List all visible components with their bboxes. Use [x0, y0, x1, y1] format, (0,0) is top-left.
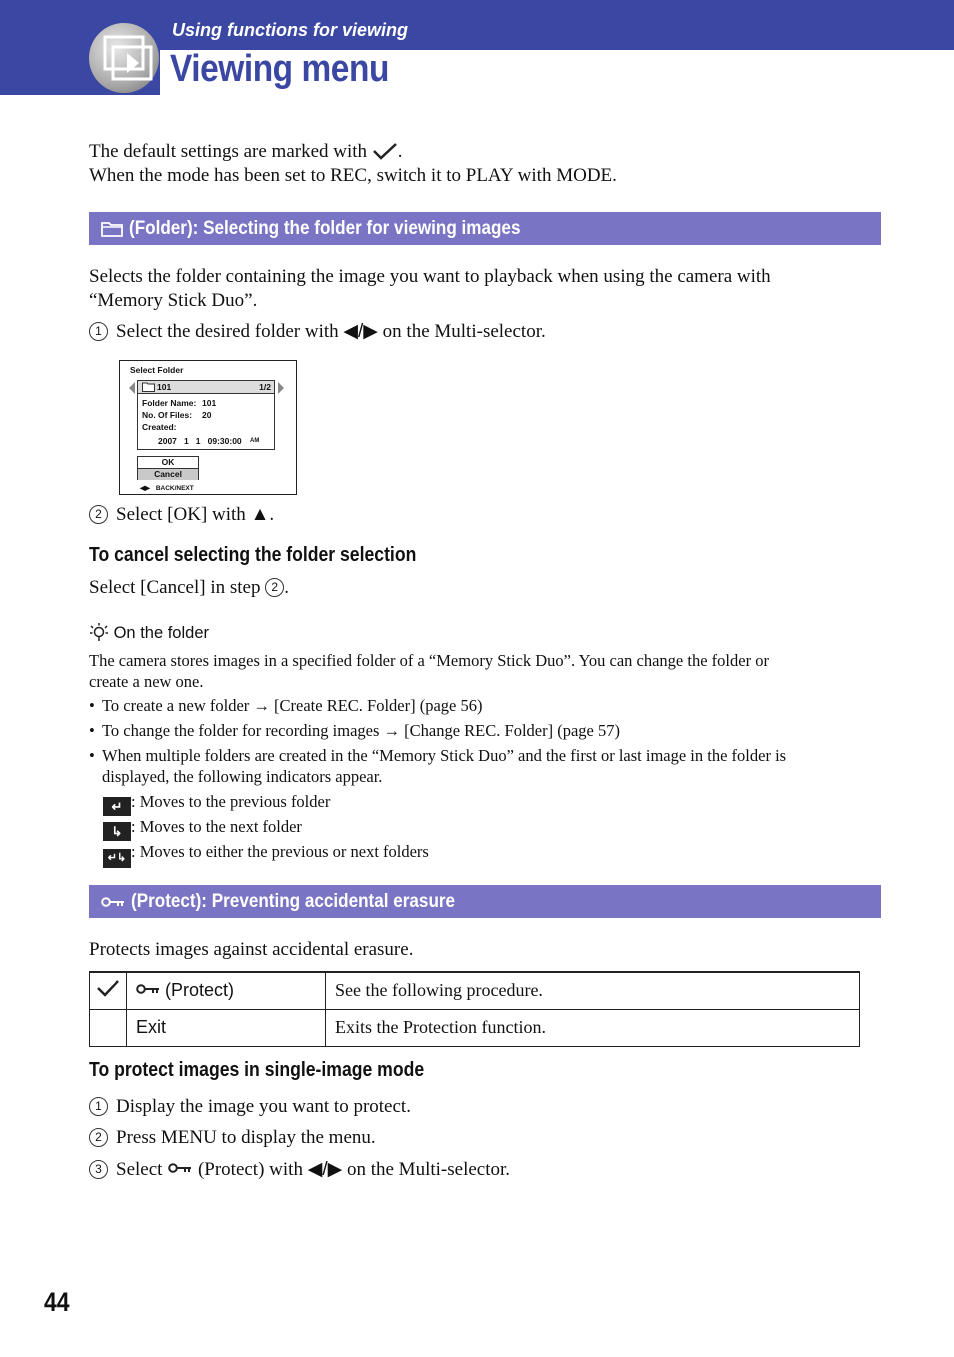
- protect-options-table: [89, 971, 860, 1047]
- screen-buttons: [137, 456, 199, 480]
- hint-bullet-1: • To create a new folder → [Create REC. Folder] (page 56): [89, 696, 483, 715]
- cancel-subheading: To cancel selecting the folder selection: [89, 544, 417, 566]
- next-folder-icon: ↳: [103, 822, 131, 841]
- option-cell: (Protect): [127, 972, 326, 1009]
- table-row: [90, 972, 860, 1009]
- step-number: 1: [89, 322, 108, 341]
- hint-bullet-2: • To change the folder for recording images → [Change REC. Folder] (page 57): [89, 721, 620, 740]
- indicator-next: ↳ : Moves to the next folder: [103, 816, 302, 841]
- protect-desc: Protects images against accidental erasure.: [89, 939, 414, 960]
- intro-line-1: The default settings are marked with .: [89, 141, 403, 162]
- indicator-previous: ↵ : Moves to the previous folder: [103, 791, 330, 816]
- table-row: [90, 1009, 860, 1046]
- checkmark-icon: [96, 979, 120, 997]
- hint-title: On the folder: [89, 622, 209, 643]
- up-arrow-icon: ▲: [250, 504, 270, 525]
- indicator-previous-next: ↵↳ : Moves to either the previous or next folders: [103, 841, 429, 868]
- folder-step-1: 1 Select the desired folder with ◀/▶ on the Multi-selector.: [89, 320, 546, 344]
- screen-right-arrow-icon: [278, 382, 284, 394]
- key-icon: [101, 896, 125, 908]
- folder-section-heading: (Folder): Selecting the folder for viewing images: [89, 212, 881, 245]
- step-number: 2: [89, 1128, 108, 1147]
- step-number: 1: [89, 1097, 108, 1116]
- default-mark-cell: [90, 1009, 127, 1046]
- screen-nav-hint: ◀▶ BACK/NEXT: [140, 485, 194, 492]
- description-cell: Exits the Protection function.: [326, 1009, 860, 1046]
- checkmark-icon: [372, 142, 398, 160]
- screen-ok-option: OK: [138, 457, 198, 469]
- section-subtitle: Using functions for viewing: [172, 20, 409, 40]
- camera-screen-select-folder: [119, 360, 297, 495]
- hint-bullet-3-cont: displayed, the following indicators appear.: [102, 767, 383, 786]
- folder-desc-2: “Memory Stick Duo”.: [89, 290, 258, 311]
- screen-left-arrow-icon: [129, 382, 135, 394]
- protect-step-3: 3 Select (Protect) with ◀/▶ on the Multi-selector.: [89, 1158, 510, 1182]
- protect-section-heading: (Protect): Preventing accidental erasure: [89, 885, 881, 918]
- arrow-right-icon: →: [253, 697, 270, 715]
- protect-step-2: 2 Press MENU to display the menu.: [89, 1126, 376, 1150]
- cancel-text: Select [Cancel] in step 2 .: [89, 577, 289, 598]
- folder-step-2: 2 Select [OK] with ▲.: [89, 503, 274, 527]
- previous-next-folder-icon: ↵↳: [103, 849, 131, 868]
- step-ref-number: 2: [265, 578, 284, 597]
- hint-bullet-3: • When multiple folders are created in the “Memory Stick Duo” and the first or last image in the folder is: [89, 746, 787, 765]
- previous-folder-icon: ↵: [103, 797, 131, 816]
- screen-folder-icon: [142, 382, 155, 392]
- page-number: 44: [44, 1287, 70, 1317]
- arrow-right-icon: →: [383, 722, 401, 740]
- key-icon: [167, 1162, 193, 1174]
- left-right-arrow-icon: ◀/▶: [307, 1159, 343, 1180]
- screen-title: Select Folder: [130, 365, 184, 375]
- hint-para-1: The camera stores images in a specified folder of a “Memory Stick Duo”. You can change the folder or: [89, 651, 769, 670]
- option-cell: Exit: [127, 1009, 326, 1046]
- folder-icon: [101, 220, 123, 237]
- protect-step-1: 1 Display the image you want to protect.: [89, 1095, 411, 1119]
- description-cell: See the following procedure.: [326, 972, 860, 1009]
- default-mark-cell: [90, 972, 127, 1009]
- screen-cancel-option: Cancel: [138, 469, 198, 480]
- screen-folder-header: 101 1/2: [138, 381, 274, 394]
- single-image-subheading: To protect images in single-image mode: [89, 1059, 425, 1081]
- page-title: Viewing menu: [170, 48, 389, 90]
- playback-screen-icon: [89, 23, 159, 93]
- hint-para-2: create a new one.: [89, 672, 204, 691]
- folder-desc-1: Selects the folder containing the image you want to playback when using the camera with: [89, 266, 771, 287]
- screen-folder-box: 101 1/2 Folder Name: 101 No. Of Files: 20 Created: 2007 1 1 09:30:00 AM: [137, 380, 275, 450]
- nav-arrows-icon: ◀▶: [140, 485, 150, 492]
- lightbulb-icon: [89, 622, 109, 642]
- key-icon: [136, 983, 160, 995]
- intro-line-2: When the mode has been set to REC, switch it to PLAY with MODE.: [89, 165, 617, 186]
- step-number: 2: [89, 505, 108, 524]
- left-right-arrow-icon: ◀/▶: [343, 321, 378, 342]
- step-number: 3: [89, 1160, 108, 1179]
